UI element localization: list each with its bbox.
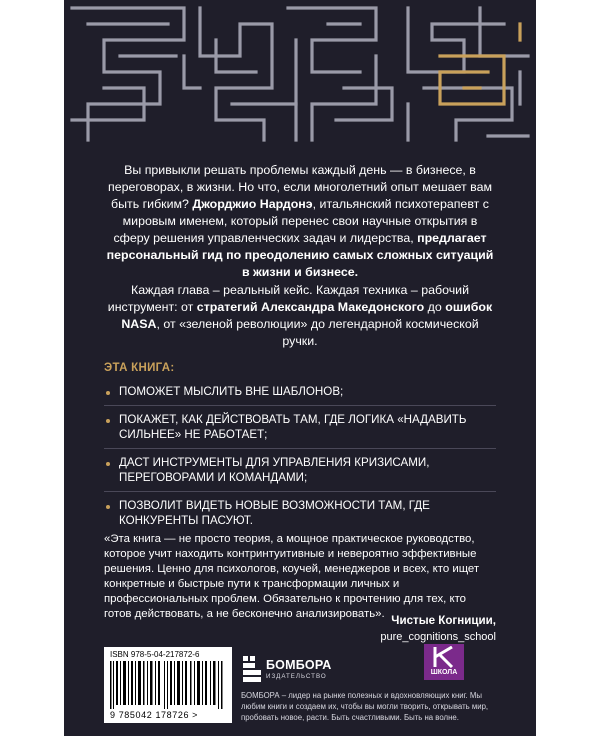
bullet-dot-icon — [106, 462, 110, 466]
back-cover — [64, 0, 536, 736]
list-item: ДАСТ ИНСТРУМЕНТЫ ДЛЯ УПРАВЛЕНИЯ КРИЗИСАМИ, ПЕРЕГОВОРАМИ И КОМАНДАМИ; — [104, 448, 496, 491]
bullet-dot-icon — [106, 419, 110, 423]
section-title: ЭТА КНИГА: — [104, 362, 175, 374]
benefits-list — [104, 378, 496, 534]
maze-illustration — [64, 0, 536, 150]
review-quote: «Эта книга — не просто теория, а мощное практическое руководство, которое учит находить контринтуитивные и невероятно эффективные решения. Ценно для психологов, коучей, менеджеров и всех, кто ищет конкретные и быстрые пути к трансформации личных и профессиональных проблем. Обязательно к прочтению для тех, кто готов действовать, а не бесконечно анализировать». — [104, 533, 480, 620]
list-item: ПОМОЖЕТ МЫСЛИТЬ ВНЕ ШАБЛОНОВ; — [104, 378, 496, 405]
school-badge-label: ШКОЛА — [430, 669, 458, 676]
cases-paragraph: Каждая глава – реальный кейс. Каждая техника – рабочий инструмент: от стратегий Александра Македонского до ошибок NASA, от «зеленой революции» до легендарной космической ручки. — [107, 283, 493, 348]
barcode-icon — [110, 661, 226, 709]
publisher-subtitle: ИЗДАТЕЛЬСТВО — [266, 673, 327, 680]
barcode-digits: 9 785042 178726 > — [110, 710, 199, 720]
author-name: Джорджио Нардонэ — [192, 197, 313, 211]
bullet-dot-icon — [106, 391, 110, 395]
school-badge — [424, 644, 464, 680]
reviewer-name: Чистые Когниции, — [391, 614, 496, 627]
reviewer-handle: pure_cognitions_school — [380, 631, 496, 643]
bullet-dot-icon — [106, 505, 110, 509]
list-item: ПОЗВОЛИТ ВИДЕТЬ НОВЫЕ ВОЗМОЖНОСТИ ТАМ, ГДЕ КОНКУРЕНТЫ ПАСУЮТ. — [104, 491, 496, 534]
bombora-logo-icon — [241, 654, 263, 684]
school-k-icon — [432, 646, 456, 668]
isbn-text: ISBN 978-5-04-217872-6 — [110, 650, 200, 659]
list-item: ПОКАЖЕТ, КАК ДЕЙСТВОВАТЬ ТАМ, ГДЕ ЛОГИКА «НАДАВИТЬ СИЛЬНЕЕ» НЕ РАБОТАЕТ; — [104, 405, 496, 448]
intro-paragraph: Вы привыкли решать проблемы каждый день — в бизнесе, в переговорах, в жизни. Но что, если многолетний опыт мешает вам быть гибким? Джорджио Нардонэ, итальянский психотерапевт с мировым именем, который перенес свои научные открытия в сферу решения управленческих задач и лидерства, предлагает персональный гид по преодолению самых сложных ситуаций в жизни и бизнесе. — [106, 163, 494, 279]
publisher-tagline: БОМБОРА – лидер на рынке полезных и вдохновляющих книг. Мы любим книги и создаем их, чтобы вы могли творить, открывать мир, пробовать новое, расти. Быть счастливыми. Быть на волне. — [241, 691, 489, 722]
barcode — [104, 647, 232, 723]
publisher-name: БОМБОРА — [266, 658, 332, 672]
